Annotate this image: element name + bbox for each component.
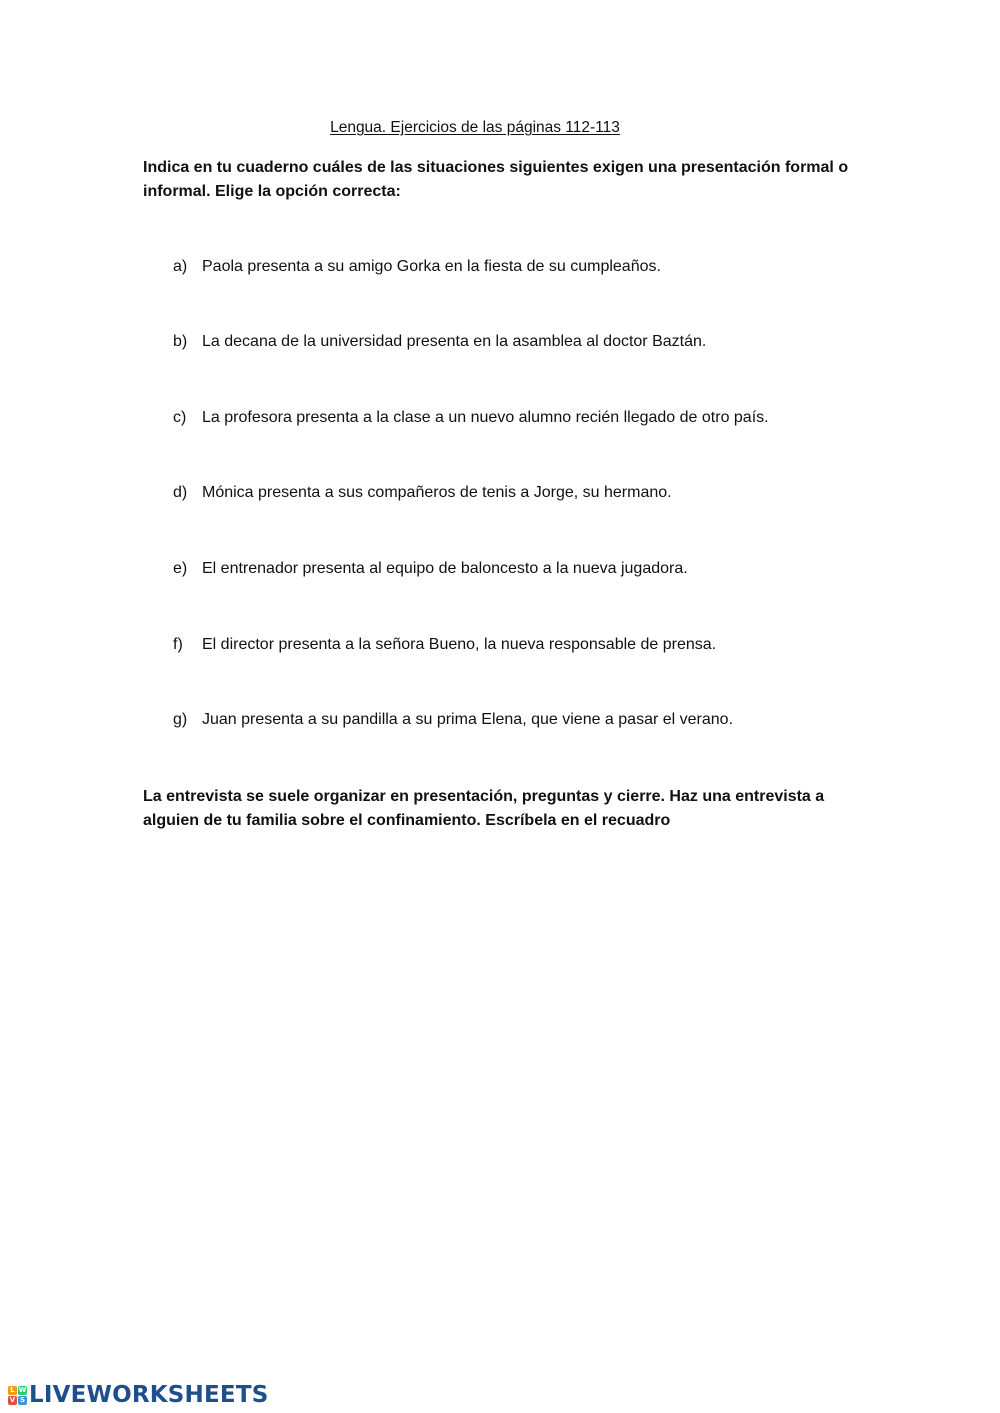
item-letter: b): [173, 333, 188, 350]
list-item: [173, 483, 893, 503]
item-text: El entrenador presenta al equipo de baloncesto a la nueva jugadora.: [202, 560, 688, 577]
logo-cell: S: [19, 1395, 26, 1404]
logo-cell: W: [18, 1385, 27, 1394]
item-text: Paola presenta a su amigo Gorka en la fiesta de su cumpleaños.: [202, 258, 661, 275]
item-text: El director presenta a la señora Bueno, la nueva responsable de prensa.: [202, 636, 717, 653]
page-title: Lengua. Ejercicios de las páginas 112-113: [330, 119, 620, 136]
instruction-interview: La entrevista se suele organizar en presentación, preguntas y cierre. Haz una entrevista a alguien de tu familia sobre el confinamiento. Escríbela en el recuadro: [143, 788, 825, 829]
item-letter: c): [173, 409, 187, 426]
item-text: Juan presenta a su pandilla a su prima Elena, que viene a pasar el verano.: [202, 711, 734, 728]
list-item: [173, 710, 893, 730]
item-letter: g): [173, 711, 188, 728]
logo-cell: V: [9, 1395, 16, 1404]
item-text: Mónica presenta a sus compañeros de tenis a Jorge, su hermano.: [202, 484, 672, 501]
logo-mark-icon: [8, 1386, 27, 1405]
list-item: [173, 559, 893, 579]
list-item: [173, 408, 893, 428]
item-letter: d): [173, 484, 188, 501]
liveworksheets-logo: [8, 1381, 268, 1409]
instruction-formal-informal: Indica en tu cuaderno cuáles de las situaciones siguientes exigen una presentación formal o informal. Elige la opción correcta:: [143, 159, 849, 200]
item-text: La decana de la universidad presenta en la asamblea al doctor Baztán.: [202, 333, 707, 350]
item-letter: e): [173, 560, 188, 577]
list-item: [173, 257, 893, 277]
item-letter: f): [173, 636, 183, 653]
logo-cell: L: [8, 1386, 17, 1395]
list-item: [173, 635, 893, 655]
item-text: La profesora presenta a la clase a un nuevo alumno recién llegado de otro país.: [202, 409, 769, 426]
logo-text: LIVEWORKSHEETS: [29, 1382, 269, 1408]
list-item: [173, 332, 893, 352]
item-letter: a): [173, 258, 188, 275]
